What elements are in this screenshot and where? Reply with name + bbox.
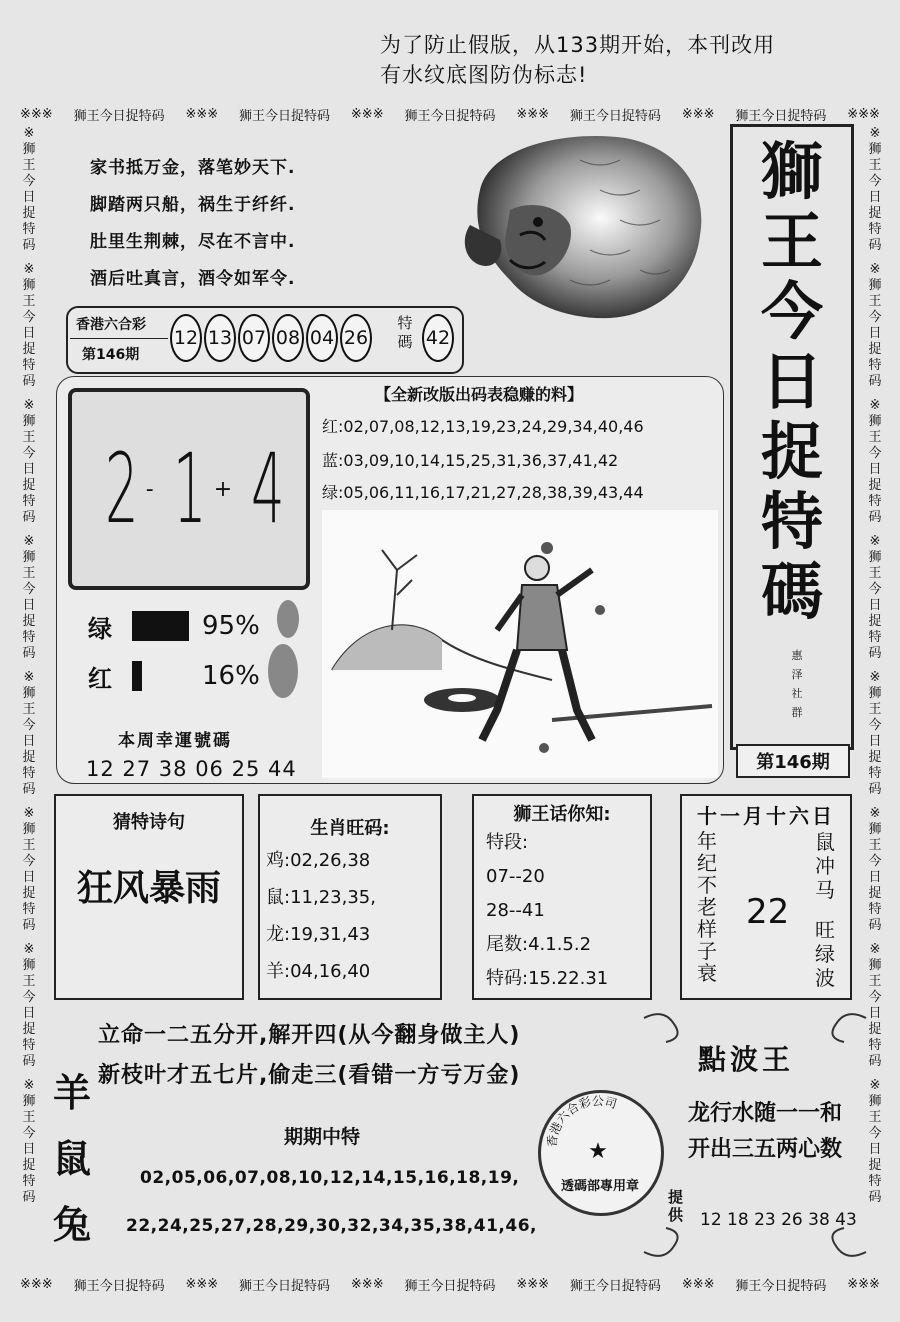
border-char: 今 (868, 582, 882, 597)
border-char: ※ (23, 262, 35, 277)
border-char: 特 (868, 494, 882, 509)
date-char: 样 (697, 917, 717, 941)
result-numbers (170, 314, 372, 362)
tip-line: 特段: (486, 832, 529, 853)
border-char: 王 (22, 566, 36, 581)
percent-row-green (88, 604, 308, 648)
tip-line: 尾数:4.1.5.2 (486, 934, 592, 955)
border-char: 日 (22, 870, 36, 885)
border-char: 码 (22, 1054, 36, 1069)
border-char: ※ (23, 398, 35, 413)
border-char: 特 (22, 222, 36, 237)
provide-char: 供 (668, 1206, 684, 1224)
date-char: 纪 (697, 851, 717, 875)
top-border (20, 102, 880, 126)
poem-phrase: 狂风暴雨 (76, 867, 221, 909)
poem-line: 脚踏两只船，祸生于纤纤. (90, 195, 296, 215)
credit-char: 惠 (791, 649, 803, 662)
border-separator: ※※※ (20, 1276, 53, 1292)
border-char: 码 (868, 782, 882, 797)
border-char: 特 (22, 630, 36, 645)
border-char: 日 (22, 462, 36, 477)
border-char: ※ (23, 1078, 35, 1093)
border-separator: ※※※ (681, 106, 715, 122)
wave-king-line-1: 龙行水随一一和 (688, 1101, 843, 1126)
border-char: 狮 (22, 278, 36, 293)
border-char: 王 (22, 974, 36, 989)
anti-counterfeit-notice (380, 30, 880, 90)
result-ball: 04 (306, 314, 338, 362)
border-char: 王 (868, 1110, 882, 1125)
provide-char: 提 (668, 1188, 684, 1206)
border-char: 特 (868, 358, 882, 373)
date-number: 22 (746, 892, 790, 932)
border-char: 捉 (22, 478, 36, 493)
tema-label (396, 314, 414, 352)
date-char: 波 (815, 966, 835, 990)
masthead-issue: 第146期 (736, 744, 850, 778)
border-chunk (866, 806, 884, 934)
border-char: 王 (868, 430, 882, 445)
result-ball: 12 (170, 314, 202, 362)
border-char: 日 (868, 326, 882, 341)
date-right-top (814, 830, 836, 902)
border-char: 今 (22, 174, 36, 189)
masthead-char: 碼 (760, 555, 823, 628)
border-char: 王 (868, 294, 882, 309)
border-char: 狮 (868, 686, 882, 701)
border-char: 捉 (22, 342, 36, 357)
border-char: 特 (868, 630, 882, 645)
masthead-char: 特 (760, 485, 823, 558)
border-char: 日 (22, 1006, 36, 1021)
percent-value: 16% (202, 661, 260, 691)
guess-digit-3: 4 (251, 433, 285, 545)
poem-line: 肚里生荆棘，尽在不言中. (90, 232, 296, 252)
border-char: ※ (869, 670, 881, 685)
border-char: 今 (868, 990, 882, 1005)
date-char: 马 (815, 878, 835, 902)
border-char: 王 (868, 566, 882, 581)
border-char: 日 (868, 734, 882, 749)
border-char: 狮 (22, 414, 36, 429)
border-separator: ※※※ (516, 106, 550, 122)
credit-char: 社 (791, 687, 803, 700)
border-char: 捉 (22, 1158, 36, 1173)
border-char: 码 (22, 918, 36, 933)
zodiac-line: 鼠:11,23,35, (266, 887, 376, 908)
border-char: 捉 (22, 1022, 36, 1037)
border-char: 码 (868, 374, 882, 389)
border-char: 码 (22, 238, 36, 253)
border-char: 日 (868, 1142, 882, 1157)
zodiac-pick-char: 兔 (52, 1202, 91, 1247)
wave-king-numbers: 12 18 23 26 38 43 (700, 1210, 857, 1230)
guess-digit-1: 2 (104, 433, 139, 545)
border-char: ※ (869, 1078, 881, 1093)
every-issue-row-2: 22,24,25,27,28,29,30,32,34,35,38,41,46, (126, 1216, 537, 1236)
tip-line: 07--20 (486, 866, 545, 887)
border-char: 捉 (868, 886, 882, 901)
border-char: ※ (23, 126, 35, 141)
border-char: 王 (868, 158, 882, 173)
border-char: 捉 (22, 886, 36, 901)
border-char: 王 (868, 974, 882, 989)
result-ball: 07 (238, 314, 270, 362)
border-char: 日 (868, 598, 882, 613)
border-chunk (20, 670, 38, 798)
border-chunk (866, 534, 884, 662)
border-char: ※ (869, 534, 881, 549)
wave-king-line-2: 开出三五两心数 (688, 1137, 843, 1162)
border-chunk (20, 1078, 38, 1206)
stamp-center-text: 透碼部專用章 (560, 1179, 639, 1194)
result-divider (70, 338, 168, 339)
border-char: ※ (23, 942, 35, 957)
border-char: 码 (22, 374, 36, 389)
border-char: 特 (868, 1038, 882, 1053)
border-chunk (20, 398, 38, 526)
border-char: 捉 (868, 1022, 882, 1037)
wave-king-box (640, 1008, 870, 1262)
border-char: 王 (22, 430, 36, 445)
border-char: 日 (868, 870, 882, 885)
border-char: 王 (22, 294, 36, 309)
border-char: 今 (868, 446, 882, 461)
border-char: 日 (22, 1142, 36, 1157)
border-text: 狮王今日捉特码 (735, 1278, 827, 1294)
blue-wave-row: 蓝:03,09,10,14,15,25,31,36,37,41,42 (322, 451, 619, 470)
border-char: 特 (22, 1174, 36, 1189)
border-text: 狮王今日捉特码 (404, 1278, 496, 1294)
border-char: 码 (22, 646, 36, 661)
result-lottery-name: 香港六合彩 (76, 317, 146, 333)
border-chunk (20, 126, 38, 254)
border-char: 日 (22, 598, 36, 613)
border-char: 捉 (868, 614, 882, 629)
border-chunk (20, 262, 38, 390)
border-text: 狮王今日捉特码 (404, 108, 496, 124)
border-separator: ※※※ (350, 106, 384, 122)
border-char: 王 (22, 158, 36, 173)
every-issue-row-1: 02,05,06,07,08,10,12,14,15,16,18,19, (140, 1168, 520, 1188)
zodiac-pick-char: 鼠 (52, 1136, 91, 1181)
lion-head-illustration (450, 130, 710, 320)
border-char: ※ (869, 126, 881, 141)
border-char: 今 (22, 1126, 36, 1141)
date-char: 不 (697, 873, 717, 897)
green-oval (277, 600, 299, 638)
border-char: ※ (869, 262, 881, 277)
border-char: 捉 (868, 478, 882, 493)
poem-line: 家书抵万金，落笔妙天下. (90, 158, 296, 178)
border-separator: ※※※ (185, 1276, 219, 1292)
border-char: 狮 (22, 142, 36, 157)
border-char: 码 (868, 646, 882, 661)
border-char: 特 (22, 358, 36, 373)
credit-char: 泽 (791, 668, 803, 681)
lucky-numbers-title: 本周幸運號碼 (118, 731, 232, 751)
border-char: 捉 (868, 750, 882, 765)
zodiac-line: 鸡:02,26,38 (266, 850, 371, 871)
border-char: 特 (22, 494, 36, 509)
bottom-border (20, 1272, 880, 1296)
border-char: 日 (868, 462, 882, 477)
percent-value: 95% (202, 611, 260, 641)
border-char: 日 (22, 190, 36, 205)
border-char: 今 (22, 582, 36, 597)
poem-card (54, 794, 244, 1000)
border-char: 今 (22, 854, 36, 869)
result-ball: 13 (204, 314, 236, 362)
verse-line-1: 立命一二五分开,解开四(从今翻身做主人) (98, 1023, 521, 1048)
border-char: 特 (868, 1174, 882, 1189)
border-char: 今 (22, 990, 36, 1005)
svg-text:香港六合彩公司: 香港六合彩公司 (544, 1094, 619, 1148)
border-chunk (20, 534, 38, 662)
border-char: ※ (23, 534, 35, 549)
tip-card (472, 794, 652, 1000)
red-wave-row: 红:02,07,08,12,13,19,23,24,29,34,40,46 (322, 417, 644, 436)
wave-table-title: 【全新改版出码表稳赚的料】 (375, 385, 584, 404)
result-ball: 26 (340, 314, 372, 362)
border-text: 狮王今日捉特码 (239, 108, 331, 124)
date-char: 冲 (815, 854, 835, 878)
border-chunk (20, 806, 38, 934)
border-char: 今 (22, 446, 36, 461)
border-char: 码 (868, 238, 882, 253)
masthead-char: 今 (760, 275, 823, 348)
date-right-bottom (814, 918, 836, 990)
border-char: 王 (22, 838, 36, 853)
border-char: 狮 (868, 958, 882, 973)
guess-op-2: + (213, 476, 233, 502)
border-char: 王 (22, 1110, 36, 1125)
left-border (20, 126, 38, 1266)
border-char: ※ (869, 942, 881, 957)
border-char: 码 (22, 510, 36, 525)
zodiac-pick (48, 1060, 96, 1258)
date-card (680, 794, 852, 1000)
border-char: 捉 (22, 750, 36, 765)
date-char: 子 (697, 939, 717, 963)
border-char: ※ (23, 806, 35, 821)
zodiac-line: 羊:04,16,40 (266, 961, 371, 982)
border-char: 捉 (868, 342, 882, 357)
border-chunk (866, 398, 884, 526)
border-char: 今 (868, 310, 882, 325)
notice-line-1: 为了防止假版，从133期开始，本刊改用 (380, 33, 776, 57)
percent-label: 红 (88, 664, 112, 693)
border-char: 今 (868, 854, 882, 869)
border-separator: ※※※ (847, 1276, 880, 1292)
masthead-char: 日 (760, 345, 823, 418)
digit-guess-box (68, 388, 310, 590)
border-char: 狮 (868, 550, 882, 565)
border-separator: ※※※ (185, 106, 219, 122)
masthead-char: 王 (760, 205, 823, 278)
border-char: 今 (868, 174, 882, 189)
border-char: 狮 (868, 142, 882, 157)
border-chunk (866, 126, 884, 254)
border-char: 码 (868, 1054, 882, 1069)
tip-card-title: 狮王话你知: (513, 804, 611, 825)
border-chunk (866, 262, 884, 390)
border-text: 狮王今日捉特码 (73, 108, 165, 124)
tip-line: 28--41 (486, 900, 545, 921)
border-char: ※ (869, 398, 881, 413)
border-char: 捉 (868, 206, 882, 221)
poem-card-title: 猜特诗句 (113, 812, 185, 833)
stamp-star-icon: ★ (588, 1139, 608, 1164)
tema-ball: 42 (422, 314, 454, 362)
border-char: 今 (868, 1126, 882, 1141)
wave-king-title: 點波王 (698, 1043, 795, 1076)
border-separator: ※※※ (350, 1276, 384, 1292)
zodiac-pick-char: 羊 (52, 1070, 91, 1115)
zodiac-line: 龙:19,31,43 (266, 924, 371, 945)
tip-line: 特码:15.22.31 (486, 968, 609, 989)
border-char: 日 (868, 1006, 882, 1021)
border-char: 特 (22, 1038, 36, 1053)
border-char: 王 (22, 702, 36, 717)
border-char: 捉 (22, 614, 36, 629)
border-separator: ※※※ (681, 1276, 715, 1292)
border-text: 狮王今日捉特码 (239, 1278, 331, 1294)
date-char: 老 (697, 895, 717, 919)
red-oval (268, 644, 298, 698)
zodiac-card (258, 794, 442, 1000)
border-char: 码 (868, 918, 882, 933)
percent-label: 绿 (88, 614, 112, 643)
border-separator: ※※※ (20, 106, 53, 122)
date-char: 鼠 (815, 830, 835, 854)
border-char: 狮 (868, 278, 882, 293)
percent-bar-red (132, 661, 142, 691)
border-chunk (20, 942, 38, 1070)
border-char: 特 (22, 766, 36, 781)
poem-line: 酒后吐真言，酒令如军令. (90, 269, 296, 289)
every-issue-title: 期期中特 (284, 1126, 361, 1148)
credit-char: 群 (791, 706, 803, 719)
border-char: 狮 (22, 1094, 36, 1109)
date-char: 年 (697, 829, 717, 853)
juggler-illustration (322, 510, 718, 778)
border-char: 狮 (868, 414, 882, 429)
border-char: 码 (22, 782, 36, 797)
border-char: 码 (868, 1190, 882, 1205)
border-char: 日 (22, 734, 36, 749)
zodiac-card-title: 生肖旺码: (310, 818, 390, 839)
border-char: 日 (22, 326, 36, 341)
credit-label (790, 646, 804, 722)
border-char: 狮 (22, 686, 36, 701)
border-char: ※ (23, 670, 35, 685)
notice-line-2: 有水纹底图防伪标志! (380, 63, 588, 87)
border-char: 今 (22, 718, 36, 733)
percent-bar-green (132, 611, 189, 641)
tema-char: 碼 (397, 333, 413, 351)
border-char: 狮 (22, 822, 36, 837)
guess-digit-2: 1 (172, 433, 207, 545)
proverb-poems (90, 150, 420, 298)
border-char: 王 (868, 838, 882, 853)
border-char: 特 (868, 902, 882, 917)
border-char: 捉 (22, 206, 36, 221)
border-char: 码 (22, 1190, 36, 1205)
border-text: 狮王今日捉特码 (73, 1278, 165, 1294)
border-char: 狮 (22, 550, 36, 565)
date-char: 旺 (815, 918, 835, 942)
border-char: 特 (22, 902, 36, 917)
masthead-char: 獅 (760, 135, 823, 208)
border-char: 王 (868, 702, 882, 717)
border-char: 码 (868, 510, 882, 525)
border-char: ※ (869, 806, 881, 821)
date-left-phrase (696, 830, 718, 984)
border-chunk (866, 670, 884, 798)
border-char: 特 (868, 766, 882, 781)
border-text: 狮王今日捉特码 (569, 108, 661, 124)
border-text: 狮王今日捉特码 (569, 1278, 661, 1294)
masthead-char: 捉 (760, 415, 823, 488)
border-char: 今 (868, 718, 882, 733)
guess-op-1: - (145, 476, 154, 502)
border-char: 捉 (868, 1158, 882, 1173)
lucky-numbers: 12 27 38 06 25 44 (86, 757, 297, 781)
date-char: 绿 (815, 942, 835, 966)
border-char: 今 (22, 310, 36, 325)
border-char: 狮 (22, 958, 36, 973)
verse-line-2: 新枝叶才五七片,偷走三(看错一方亏万金) (98, 1063, 521, 1088)
date-text: 十一月十六日 (697, 804, 835, 828)
border-text: 狮王今日捉特码 (735, 108, 827, 124)
border-char: 狮 (868, 1094, 882, 1109)
date-char: 衰 (697, 961, 717, 985)
border-char: 日 (868, 190, 882, 205)
tema-char: 特 (397, 314, 413, 332)
green-wave-row: 绿:05,06,11,16,17,21,27,28,38,39,43,44 (322, 483, 644, 502)
result-issue: 第146期 (82, 347, 140, 363)
border-separator: ※※※ (847, 106, 880, 122)
border-char: 狮 (868, 822, 882, 837)
border-separator: ※※※ (516, 1276, 550, 1292)
result-ball: 08 (272, 314, 304, 362)
border-char: 特 (868, 222, 882, 237)
